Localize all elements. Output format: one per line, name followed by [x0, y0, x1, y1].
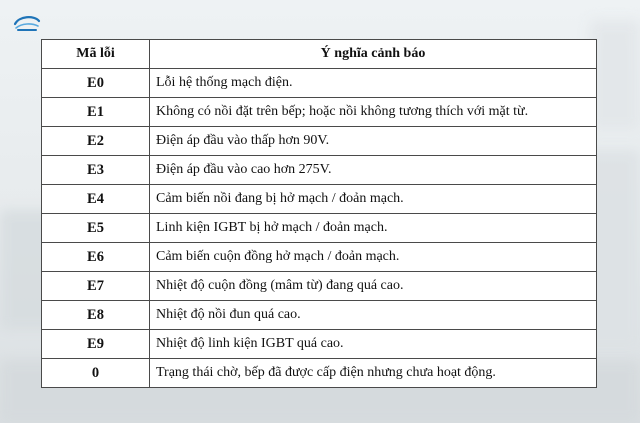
table-row: [42, 156, 597, 185]
error-code-cell: E4: [42, 185, 150, 214]
header-warning-meaning: Ý nghĩa cảnh báo: [150, 40, 597, 69]
error-meaning-cell: Nhiệt độ cuộn đồng (mâm từ) đang quá cao.: [150, 272, 597, 301]
header-error-code: Mã lỗi: [42, 40, 150, 69]
table-row: [42, 185, 597, 214]
error-code-cell: E0: [42, 69, 150, 98]
error-code-table: [41, 39, 597, 388]
error-meaning-cell: Không có nồi đặt trên bếp; hoặc nồi không tương thích với mặt từ.: [150, 98, 597, 127]
table-row: [42, 330, 597, 359]
error-meaning-cell: Trạng thái chờ, bếp đã được cấp điện nhưng chưa hoạt động.: [150, 359, 597, 388]
error-code-cell: 0: [42, 359, 150, 388]
error-meaning-cell: Nhiệt độ linh kiện IGBT quá cao.: [150, 330, 597, 359]
error-meaning-cell: Nhiệt độ nồi đun quá cao.: [150, 301, 597, 330]
error-meaning-cell: Cảm biến cuộn đồng hở mạch / đoản mạch.: [150, 243, 597, 272]
table-row: [42, 214, 597, 243]
error-code-cell: E2: [42, 127, 150, 156]
error-code-cell: E6: [42, 243, 150, 272]
error-meaning-cell: Điện áp đầu vào thấp hơn 90V.: [150, 127, 597, 156]
table-header-row: [42, 40, 597, 69]
table-row: [42, 69, 597, 98]
error-code-cell: E5: [42, 214, 150, 243]
background-shape: [590, 20, 640, 130]
error-meaning-cell: Linh kiện IGBT bị hở mạch / đoản mạch.: [150, 214, 597, 243]
error-code-cell: E1: [42, 98, 150, 127]
error-code-cell: E8: [42, 301, 150, 330]
table-row: [42, 243, 597, 272]
table-row: [42, 272, 597, 301]
error-code-cell: E9: [42, 330, 150, 359]
error-code-cell: E7: [42, 272, 150, 301]
error-meaning-cell: Cảm biến nồi đang bị hở mạch / đoản mạch.: [150, 185, 597, 214]
error-meaning-cell: Điện áp đầu vào cao hơn 275V.: [150, 156, 597, 185]
table-row: [42, 98, 597, 127]
table-row: [42, 301, 597, 330]
error-meaning-cell: Lỗi hệ thống mạch điện.: [150, 69, 597, 98]
table-row: [42, 127, 597, 156]
table-row: [42, 359, 597, 388]
brand-logo-icon: [12, 14, 42, 34]
error-code-cell: E3: [42, 156, 150, 185]
